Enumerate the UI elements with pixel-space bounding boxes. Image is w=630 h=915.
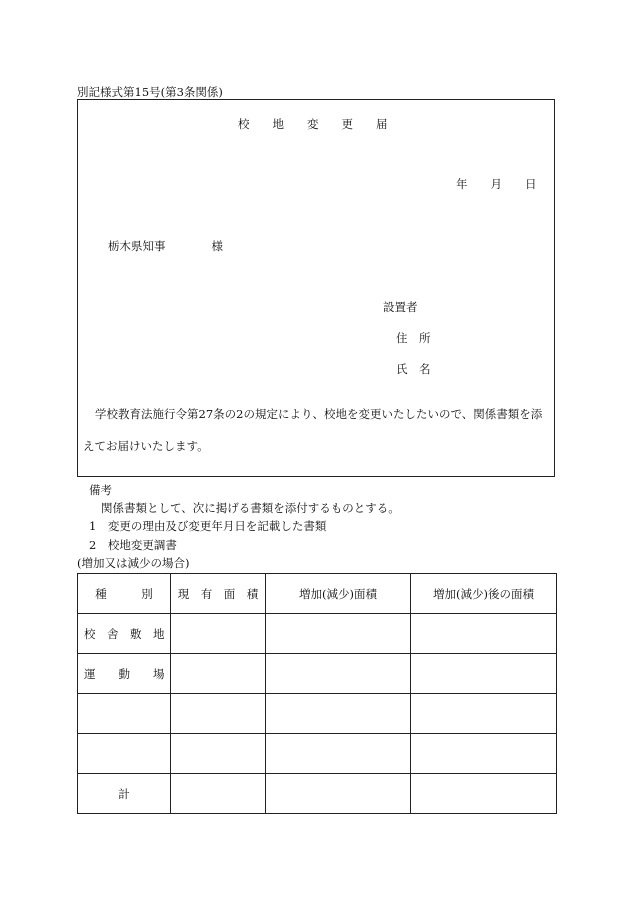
notification-form	[77, 99, 555, 477]
table-cell[interactable]	[171, 694, 266, 734]
table-cell[interactable]	[411, 774, 557, 814]
table-row	[78, 654, 557, 694]
notes-item-2: 2 校地変更調書	[89, 538, 177, 552]
addressee: 栃木県知事 様	[108, 239, 223, 253]
table-cell[interactable]	[266, 654, 411, 694]
notes-intro: 関係書類として、次に掲げる書類を添付するものとする。	[101, 501, 400, 515]
table-cell[interactable]	[266, 774, 411, 814]
header-current-area: 現 有 面 積	[171, 574, 266, 614]
table-cell[interactable]	[266, 734, 411, 774]
table-cell[interactable]	[171, 654, 266, 694]
address-field[interactable]: 住 所	[396, 331, 431, 345]
body-text-line-1: 学校教育法施行令第27条の2の規定により、校地を変更いたしたいので、関係書類を添	[95, 407, 543, 421]
table-row	[78, 614, 557, 654]
notes-item-1: 1 変更の理由及び変更年月日を記載した書類	[89, 519, 327, 533]
row-label: 運 動 場	[78, 654, 171, 694]
table-cell[interactable]	[171, 774, 266, 814]
table-cell[interactable]	[411, 614, 557, 654]
form-number: 別記様式第15号(第3条関係)	[77, 85, 223, 99]
header-after-area: 増加(減少)後の面積	[411, 574, 557, 614]
body-text-line-2: えてお届けいたします。	[83, 439, 209, 453]
total-label: 計	[78, 774, 171, 814]
table-row	[78, 734, 557, 774]
date-field[interactable]: 年 月 日	[456, 177, 537, 191]
name-field[interactable]: 氏 名	[396, 362, 431, 376]
table-cell[interactable]	[171, 734, 266, 774]
header-type: 種 別	[78, 574, 171, 614]
notes-heading: 備考	[89, 483, 112, 497]
header-change-area: 増加(減少)面積	[266, 574, 411, 614]
table-cell[interactable]	[171, 614, 266, 654]
form-title: 校 地 変 更 届	[238, 117, 388, 131]
table-cell[interactable]	[411, 654, 557, 694]
site-change-table	[77, 573, 557, 814]
table-cell[interactable]	[411, 734, 557, 774]
table-cell[interactable]	[266, 694, 411, 734]
table-cell[interactable]	[411, 694, 557, 734]
table-row	[78, 694, 557, 734]
table-header-row	[78, 574, 557, 614]
row-label[interactable]	[78, 694, 171, 734]
table-cell[interactable]	[266, 614, 411, 654]
case-label: (増加又は減少の場合)	[77, 556, 190, 570]
table-total-row	[78, 774, 557, 814]
row-label[interactable]	[78, 734, 171, 774]
applicant-label: 設置者	[383, 300, 418, 314]
row-label: 校 舎 敷 地	[78, 614, 171, 654]
